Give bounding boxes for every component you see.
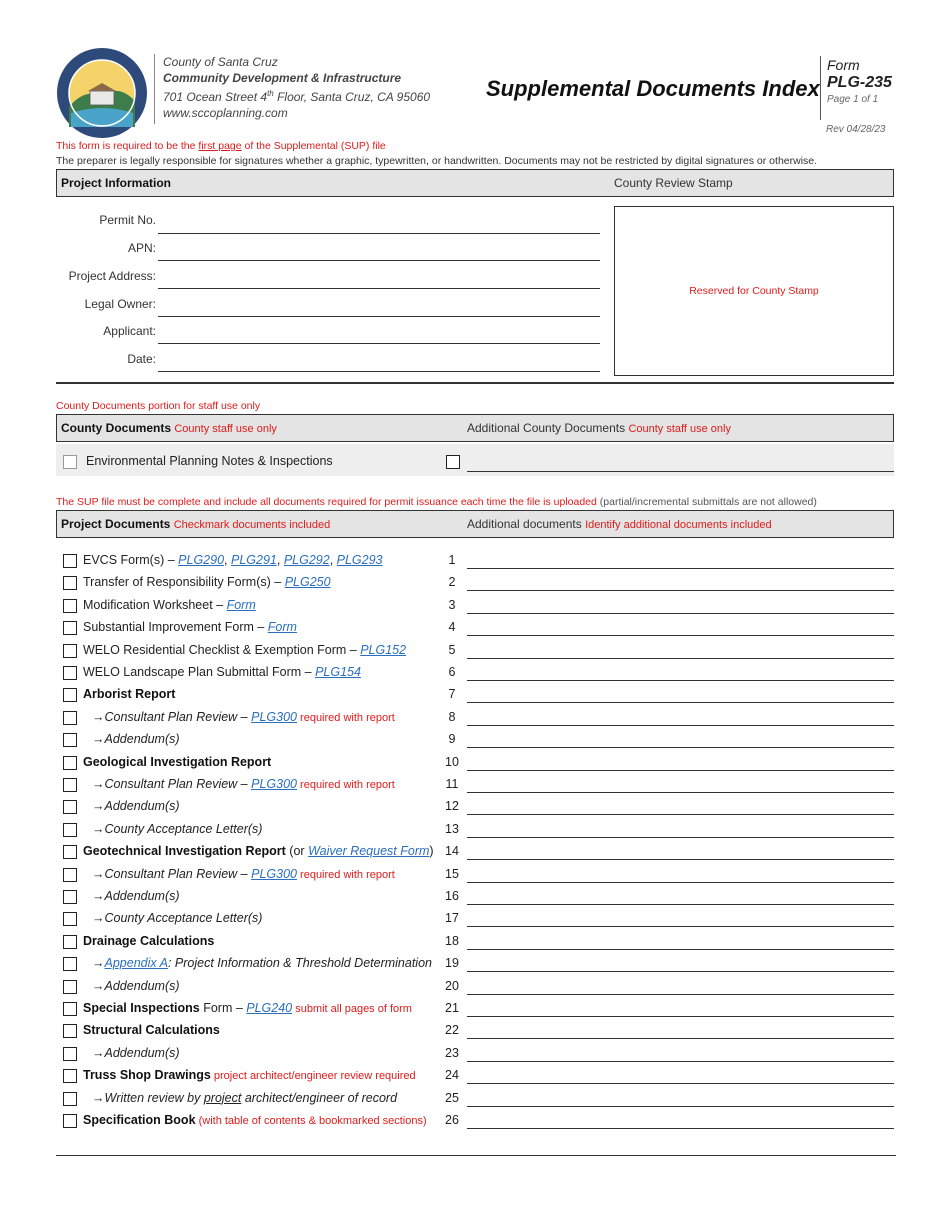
document-text: Modification Worksheet – bbox=[83, 597, 227, 612]
document-note: required with report bbox=[296, 779, 395, 791]
form-link[interactable]: Waiver Request Form bbox=[308, 844, 430, 859]
project-documents-heading bbox=[61, 517, 330, 531]
additional-document-field[interactable] bbox=[467, 971, 894, 972]
additional-document-field[interactable] bbox=[467, 725, 894, 726]
county-stamp-box bbox=[614, 206, 894, 376]
address-pre: 701 Ocean Street 4 bbox=[163, 90, 268, 104]
document-item-label bbox=[92, 710, 395, 724]
form-link[interactable]: PLG291 bbox=[230, 553, 277, 567]
project-documents-note: Checkmark documents included bbox=[173, 519, 331, 531]
environmental-planning-checkbox[interactable] bbox=[63, 455, 77, 469]
additional-document-field[interactable] bbox=[467, 859, 894, 860]
document-number: 23 bbox=[445, 1045, 459, 1060]
project-documents-bar bbox=[56, 510, 894, 538]
additional-document-field[interactable] bbox=[467, 1038, 894, 1039]
document-checkbox[interactable] bbox=[63, 599, 77, 613]
document-text: Form – bbox=[199, 1001, 247, 1015]
document-number: 14 bbox=[445, 844, 459, 859]
apn-label: APN: bbox=[127, 241, 156, 255]
permit-no-label: Permit No. bbox=[99, 213, 156, 227]
document-title: Supplemental Documents Index bbox=[486, 76, 820, 101]
document-item-label bbox=[92, 911, 262, 925]
document-number: 21 bbox=[445, 1001, 459, 1015]
document-text: , bbox=[329, 553, 337, 567]
document-item-label bbox=[83, 665, 361, 679]
first-page-post: of the Supplemental (SUP) file bbox=[241, 140, 386, 152]
document-number: 1 bbox=[448, 553, 456, 567]
document-item-label bbox=[92, 732, 180, 746]
document-checkbox[interactable] bbox=[63, 733, 77, 747]
form-link[interactable]: PLG154 bbox=[315, 665, 361, 679]
address-post: Floor, Santa Cruz, CA 95060 bbox=[273, 90, 431, 104]
form-link[interactable]: PLG300 bbox=[251, 777, 297, 791]
document-title: Geotechnical Investigation Report bbox=[83, 844, 286, 859]
document-checkbox[interactable] bbox=[63, 1092, 77, 1106]
form-link[interactable]: PLG152 bbox=[360, 642, 407, 657]
additional-document-field[interactable] bbox=[467, 1083, 894, 1084]
stamp-placeholder-text: Reserved for County Stamp bbox=[689, 285, 819, 297]
legal-owner-label: Legal Owner: bbox=[84, 297, 156, 311]
document-text: → bbox=[92, 956, 105, 971]
document-text: WELO Landscape Plan Submittal Form – bbox=[83, 665, 316, 679]
document-number: 12 bbox=[445, 799, 459, 814]
document-number: 22 bbox=[445, 1023, 459, 1038]
first-page-notice bbox=[56, 140, 386, 152]
project-address-label: Project Address: bbox=[68, 269, 156, 283]
document-text: →Addendum(s) bbox=[92, 799, 180, 814]
county-documents-note: County staff use only bbox=[174, 423, 277, 435]
sup-note-main: The SUP file must be complete and include all documents required for permit issuance each time the file is uploaded bbox=[56, 496, 597, 508]
document-text: : Project Information & Threshold Determination bbox=[167, 956, 432, 971]
document-number: 16 bbox=[445, 889, 459, 903]
additional-document-field[interactable] bbox=[467, 926, 894, 927]
county-documents-heading bbox=[61, 421, 277, 435]
county-seal-logo bbox=[56, 47, 148, 139]
document-text: →County Acceptance Letter(s) bbox=[92, 911, 263, 926]
additional-document-field[interactable] bbox=[467, 680, 894, 681]
document-text: →Consultant Plan Review – bbox=[92, 866, 252, 881]
document-note: required with report bbox=[296, 868, 395, 881]
document-text: , bbox=[276, 553, 284, 567]
document-item-label bbox=[92, 799, 180, 813]
legal-owner-field[interactable] bbox=[158, 316, 600, 317]
form-link[interactable]: PLG300 bbox=[251, 709, 297, 724]
permit-no-field[interactable] bbox=[158, 233, 600, 234]
county-documents-row bbox=[56, 444, 894, 476]
document-item-label bbox=[92, 889, 180, 903]
date-field[interactable] bbox=[158, 371, 600, 372]
additional-county-doc-checkbox[interactable] bbox=[446, 455, 460, 469]
sup-file-notice bbox=[56, 496, 817, 508]
document-text: Substantial Improvement Form – bbox=[83, 620, 268, 635]
document-text: →Addendum(s) bbox=[92, 978, 180, 993]
apn-field[interactable] bbox=[158, 260, 600, 261]
additional-document-field[interactable] bbox=[467, 904, 894, 905]
document-note: submit all pages of form bbox=[292, 1003, 412, 1015]
document-text: EVCS Form(s) – bbox=[83, 553, 179, 567]
additional-document-field[interactable] bbox=[467, 613, 894, 614]
document-item-label bbox=[83, 620, 297, 634]
document-item-label bbox=[92, 822, 262, 836]
document-number: 13 bbox=[445, 821, 459, 836]
form-label: Form bbox=[827, 57, 860, 73]
document-item-label bbox=[83, 934, 214, 948]
document-text: WELO Residential Checklist & Exemption Form – bbox=[83, 642, 361, 657]
additional-document-field[interactable] bbox=[467, 814, 894, 815]
document-checkbox[interactable] bbox=[63, 1069, 77, 1083]
document-number: 24 bbox=[445, 1068, 459, 1083]
document-item-label bbox=[83, 598, 256, 612]
additional-county-documents-title: Additional County Documents bbox=[467, 421, 626, 435]
form-number: PLG-235 bbox=[827, 74, 892, 91]
document-text: →Written review by bbox=[92, 1090, 204, 1105]
document-number: 5 bbox=[448, 642, 456, 657]
document-text: , bbox=[224, 553, 231, 567]
document-checkbox[interactable] bbox=[63, 912, 77, 926]
additional-county-documents-note: County staff use only bbox=[628, 423, 731, 435]
document-checkbox[interactable] bbox=[63, 1002, 77, 1016]
county-review-stamp-heading: County Review Stamp bbox=[614, 176, 733, 190]
document-number: 8 bbox=[448, 709, 456, 724]
additional-documents-title: Additional documents bbox=[467, 517, 582, 531]
revision-date: Rev 04/28/23 bbox=[826, 124, 886, 135]
document-checkbox[interactable] bbox=[63, 980, 77, 994]
document-note: required with report bbox=[296, 711, 395, 724]
document-note: project architect/engineer review required bbox=[210, 1070, 416, 1083]
document-item-label bbox=[83, 1068, 416, 1082]
document-checkbox[interactable] bbox=[63, 554, 77, 568]
document-item-label bbox=[83, 1023, 220, 1037]
document-checkbox[interactable] bbox=[63, 1047, 77, 1061]
document-text: →Addendum(s) bbox=[92, 732, 180, 747]
page-info: Page 1 of 1 bbox=[827, 94, 879, 105]
document-checkbox[interactable] bbox=[63, 800, 77, 814]
additional-documents-note: Identify additional documents included bbox=[585, 519, 772, 531]
document-number: 7 bbox=[448, 687, 456, 702]
additional-document-field[interactable] bbox=[467, 792, 894, 793]
document-number: 20 bbox=[445, 978, 459, 993]
document-item-label bbox=[83, 1001, 412, 1015]
additional-document-field[interactable] bbox=[467, 1106, 894, 1107]
document-checkbox[interactable] bbox=[63, 1114, 77, 1128]
document-number: 10 bbox=[445, 754, 459, 769]
form-link[interactable]: PLG300 bbox=[251, 866, 297, 881]
applicant-field[interactable] bbox=[158, 343, 600, 344]
document-text: →County Acceptance Letter(s) bbox=[92, 821, 263, 836]
document-number: 25 bbox=[445, 1090, 459, 1105]
document-title: Drainage Calculations bbox=[83, 933, 215, 948]
document-item-label bbox=[83, 553, 383, 567]
applicant-label: Applicant: bbox=[103, 324, 156, 338]
document-number: 6 bbox=[448, 665, 456, 679]
document-item-label bbox=[92, 777, 395, 791]
department-name: Community Development & Infrastructure bbox=[163, 71, 402, 85]
address-sup: th bbox=[267, 89, 274, 98]
document-text: →Consultant Plan Review – bbox=[92, 777, 252, 791]
document-title: Structural Calculations bbox=[83, 1023, 220, 1038]
additional-document-field[interactable] bbox=[467, 882, 894, 883]
document-number: 17 bbox=[445, 911, 459, 926]
form-link[interactable]: PLG293 bbox=[336, 553, 383, 567]
additional-document-field[interactable] bbox=[467, 658, 894, 659]
document-number: 2 bbox=[448, 575, 456, 590]
document-number: 19 bbox=[445, 956, 459, 971]
document-checkbox[interactable] bbox=[63, 935, 77, 949]
document-text: architect/engineer of record bbox=[241, 1090, 398, 1105]
form-link[interactable]: Form bbox=[267, 620, 297, 635]
document-item-label bbox=[83, 687, 175, 701]
document-item-label bbox=[83, 844, 434, 858]
emphasis-text: project bbox=[203, 1090, 242, 1105]
additional-document-field[interactable] bbox=[467, 949, 894, 950]
form-link[interactable]: PLG290 bbox=[178, 553, 225, 567]
project-information-bar bbox=[56, 169, 894, 197]
document-checkbox[interactable] bbox=[63, 1024, 77, 1038]
document-checkbox[interactable] bbox=[63, 644, 77, 658]
document-note: (with table of contents & bookmarked sections) bbox=[195, 1115, 427, 1127]
document-checkbox[interactable] bbox=[63, 666, 77, 680]
project-documents-title: Project Documents bbox=[61, 517, 171, 531]
project-address-field[interactable] bbox=[158, 288, 600, 289]
document-title: Geological Investigation Report bbox=[83, 754, 272, 769]
org-address bbox=[163, 86, 430, 105]
additional-document-field[interactable] bbox=[467, 1061, 894, 1062]
document-item-label bbox=[92, 1091, 397, 1105]
document-checkbox[interactable] bbox=[63, 845, 77, 859]
document-text: →Consultant Plan Review – bbox=[92, 709, 252, 724]
document-checkbox[interactable] bbox=[63, 756, 77, 770]
document-number: 3 bbox=[448, 597, 456, 612]
form-link[interactable]: Form bbox=[226, 597, 256, 612]
additional-document-field[interactable] bbox=[467, 747, 894, 748]
first-page-underline: first page bbox=[198, 140, 242, 152]
document-number: 18 bbox=[445, 933, 459, 948]
additional-county-documents-heading bbox=[467, 421, 731, 435]
sup-note-paren: (partial/incremental submittals are not allowed) bbox=[596, 496, 817, 508]
additional-document-field[interactable] bbox=[467, 702, 894, 703]
county-documents-bar bbox=[56, 414, 894, 442]
document-number: 4 bbox=[448, 620, 456, 635]
document-text: Transfer of Responsibility Form(s) – bbox=[83, 575, 285, 590]
document-text: (or bbox=[285, 844, 309, 859]
document-item-label bbox=[83, 1113, 427, 1127]
additional-county-doc-field[interactable] bbox=[467, 471, 894, 472]
additional-document-field[interactable] bbox=[467, 770, 894, 771]
document-item-label bbox=[92, 956, 432, 970]
document-item-label bbox=[83, 575, 331, 589]
document-checkbox[interactable] bbox=[63, 711, 77, 725]
first-page-pre: This form is required to be the bbox=[56, 140, 199, 152]
project-information-heading: Project Information bbox=[61, 176, 172, 190]
document-number: 9 bbox=[448, 732, 456, 747]
additional-document-field[interactable] bbox=[467, 568, 894, 569]
document-item-label bbox=[92, 979, 180, 993]
form-link[interactable]: PLG250 bbox=[284, 575, 331, 590]
form-link[interactable]: PLG292 bbox=[283, 553, 330, 567]
document-text: ) bbox=[429, 844, 434, 859]
additional-document-field[interactable] bbox=[467, 994, 894, 995]
section-divider bbox=[56, 382, 894, 384]
document-item-label bbox=[92, 1046, 180, 1060]
document-checkbox[interactable] bbox=[63, 868, 77, 882]
additional-document-field[interactable] bbox=[467, 635, 894, 636]
org-block bbox=[154, 54, 430, 124]
additional-documents-heading bbox=[467, 517, 772, 531]
document-checkbox[interactable] bbox=[63, 576, 77, 590]
form-link[interactable]: PLG240 bbox=[246, 1001, 293, 1015]
document-item-label bbox=[83, 755, 271, 769]
document-checkbox[interactable] bbox=[63, 957, 77, 971]
document-checkbox[interactable] bbox=[63, 778, 77, 792]
document-item-label bbox=[92, 867, 395, 881]
document-item-label bbox=[83, 643, 406, 657]
document-text: →Addendum(s) bbox=[92, 1045, 180, 1060]
document-title: Special Inspections bbox=[83, 1001, 200, 1015]
document-title: Arborist Report bbox=[83, 687, 176, 702]
additional-document-field[interactable] bbox=[467, 1016, 894, 1017]
document-checkbox[interactable] bbox=[63, 890, 77, 904]
signature-notice: The preparer is legally responsible for signatures whether a graphic, typewritten, or handwritten. Documents may not be restricted by digital signatures or otherwise. bbox=[56, 155, 818, 167]
document-title: Truss Shop Drawings bbox=[83, 1068, 211, 1083]
document-number: 15 bbox=[445, 866, 459, 881]
county-documents-title: County Documents bbox=[61, 421, 172, 435]
org-website[interactable]: www.sccoplanning.com bbox=[163, 106, 288, 120]
additional-document-field[interactable] bbox=[467, 590, 894, 591]
org-name: County of Santa Cruz bbox=[163, 55, 278, 69]
additional-document-field[interactable] bbox=[467, 1128, 894, 1129]
document-checkbox[interactable] bbox=[63, 823, 77, 837]
staff-use-note: County Documents portion for staff use only bbox=[56, 400, 261, 412]
document-number: 26 bbox=[445, 1113, 459, 1127]
form-link[interactable]: Appendix A bbox=[104, 956, 168, 971]
form-id-block bbox=[820, 56, 892, 120]
date-label: Date: bbox=[127, 352, 156, 366]
document-title: Specification Book bbox=[83, 1113, 196, 1127]
document-checkbox[interactable] bbox=[63, 621, 77, 635]
additional-document-field[interactable] bbox=[467, 837, 894, 838]
document-checkbox[interactable] bbox=[63, 688, 77, 702]
bottom-rule bbox=[56, 1155, 896, 1156]
environmental-planning-label: Environmental Planning Notes & Inspections bbox=[86, 454, 333, 468]
document-number: 11 bbox=[445, 777, 459, 791]
document-text: →Addendum(s) bbox=[92, 889, 180, 903]
